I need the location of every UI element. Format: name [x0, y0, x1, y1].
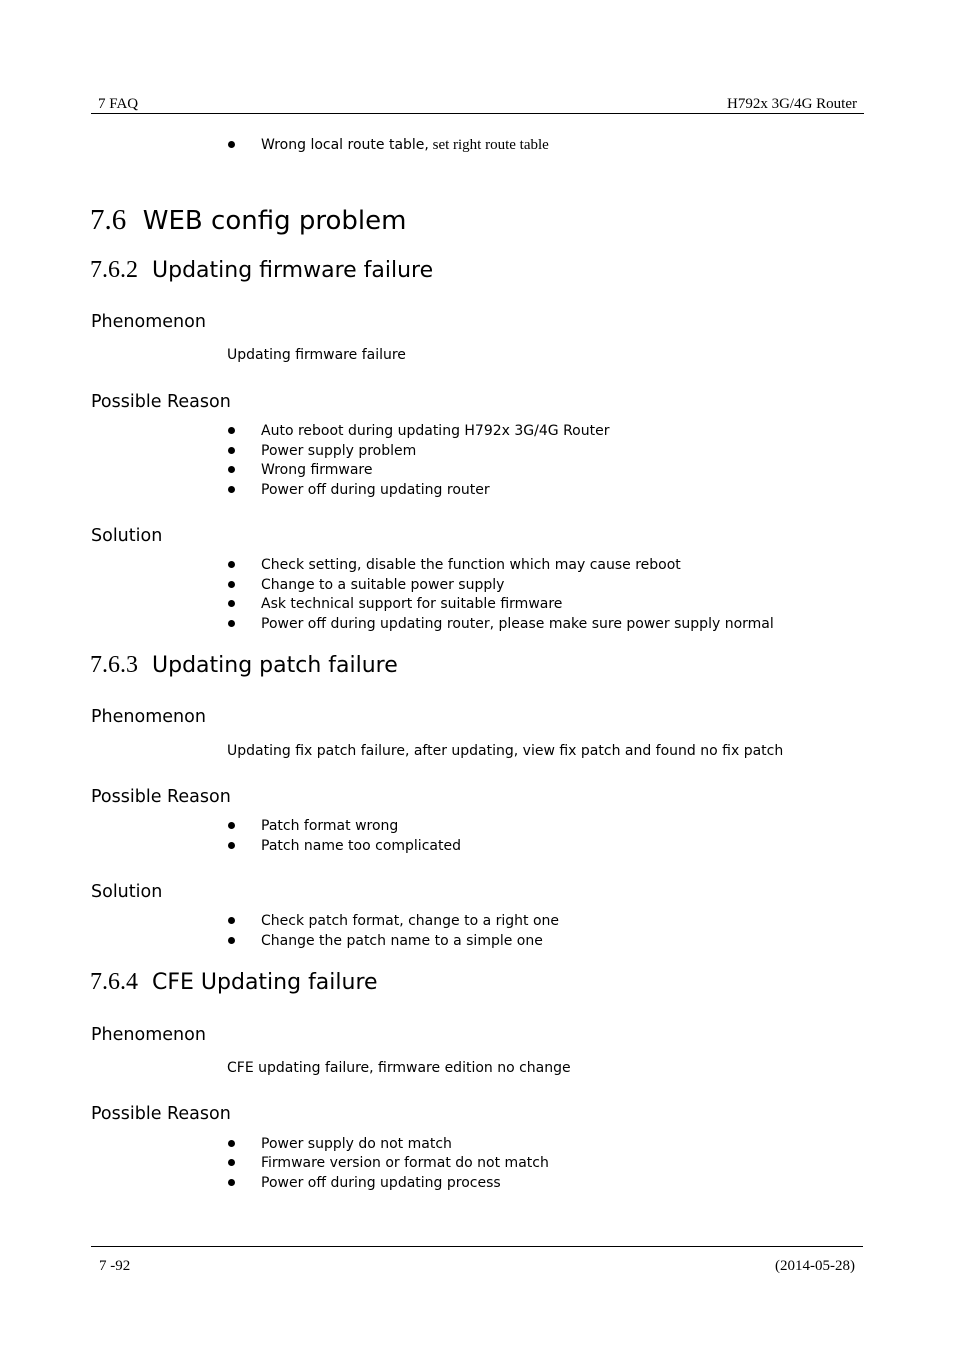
header-rule [91, 113, 864, 114]
phenomenon-heading: Phenomenon [91, 1025, 206, 1045]
header-product: H792x 3G/4G Router [727, 96, 857, 112]
subsection-heading: 7.6.2 Updating firmware failure [90, 257, 434, 283]
phenomenon-text: CFE updating failure, firmware edition no change [227, 1060, 571, 1076]
phenomenon-heading: Phenomenon [91, 707, 206, 727]
bullet-icon [228, 917, 235, 924]
list-item: Change the patch name to a simple one [261, 933, 543, 949]
footer-date: (2014-05-28) [775, 1258, 855, 1274]
bullet-icon [228, 1159, 235, 1166]
solution-heading: Solution [91, 882, 163, 902]
bullet-icon [228, 937, 235, 944]
list-item: Power supply do not match [261, 1136, 452, 1152]
list-item: Power off during updating router, please make sure power supply normal [261, 616, 774, 632]
bullet-icon [228, 486, 235, 493]
phenomenon-text: Updating firmware failure [227, 347, 406, 363]
list-item: Auto reboot during updating H792x 3G/4G Router [261, 423, 610, 439]
bullet-icon [228, 822, 235, 829]
list-item: Check setting, disable the function which may cause reboot [261, 557, 681, 573]
bullet-icon [228, 581, 235, 588]
bullet-icon [228, 466, 235, 473]
header-chapter: 7 FAQ [98, 96, 139, 112]
bullet-icon [228, 1140, 235, 1147]
list-item: Power supply problem [261, 443, 417, 459]
subsection-heading: 7.6.3 Updating patch failure [90, 652, 398, 678]
list-item: Patch name too complicated [261, 838, 461, 854]
reason-heading: Possible Reason [91, 787, 231, 807]
list-item: Power off during updating process [261, 1175, 501, 1191]
bullet-icon [228, 842, 235, 849]
solution-heading: Solution [91, 526, 163, 546]
list-item: Ask technical support for suitable firmware [261, 596, 563, 612]
list-item: Power off during updating router [261, 482, 490, 498]
list-item: Wrong firmware [261, 462, 373, 478]
bullet-icon [228, 620, 235, 627]
section-heading: 7.6 WEB config problem [90, 204, 407, 236]
bullet-icon [228, 141, 235, 148]
list-item: Patch format wrong [261, 818, 399, 834]
bullet-icon [228, 447, 235, 454]
list-item: Firmware version or format do not match [261, 1155, 549, 1171]
bullet-icon [228, 1179, 235, 1186]
bullet-icon [228, 600, 235, 607]
subsection-heading: 7.6.4 CFE Updating failure [90, 969, 378, 995]
list-item: Change to a suitable power supply [261, 577, 505, 593]
reason-heading: Possible Reason [91, 1104, 231, 1124]
bullet-icon [228, 427, 235, 434]
list-item: Check patch format, change to a right one [261, 913, 560, 929]
bullet-icon [228, 561, 235, 568]
footer-rule [91, 1246, 863, 1247]
reason-heading: Possible Reason [91, 392, 231, 412]
list-item: Wrong local route table, set right route table [261, 137, 549, 153]
phenomenon-heading: Phenomenon [91, 312, 206, 332]
phenomenon-text: Updating fix patch failure, after updating, view fix patch and found no fix patch [227, 743, 784, 759]
page-number: 7 -92 [99, 1258, 131, 1274]
